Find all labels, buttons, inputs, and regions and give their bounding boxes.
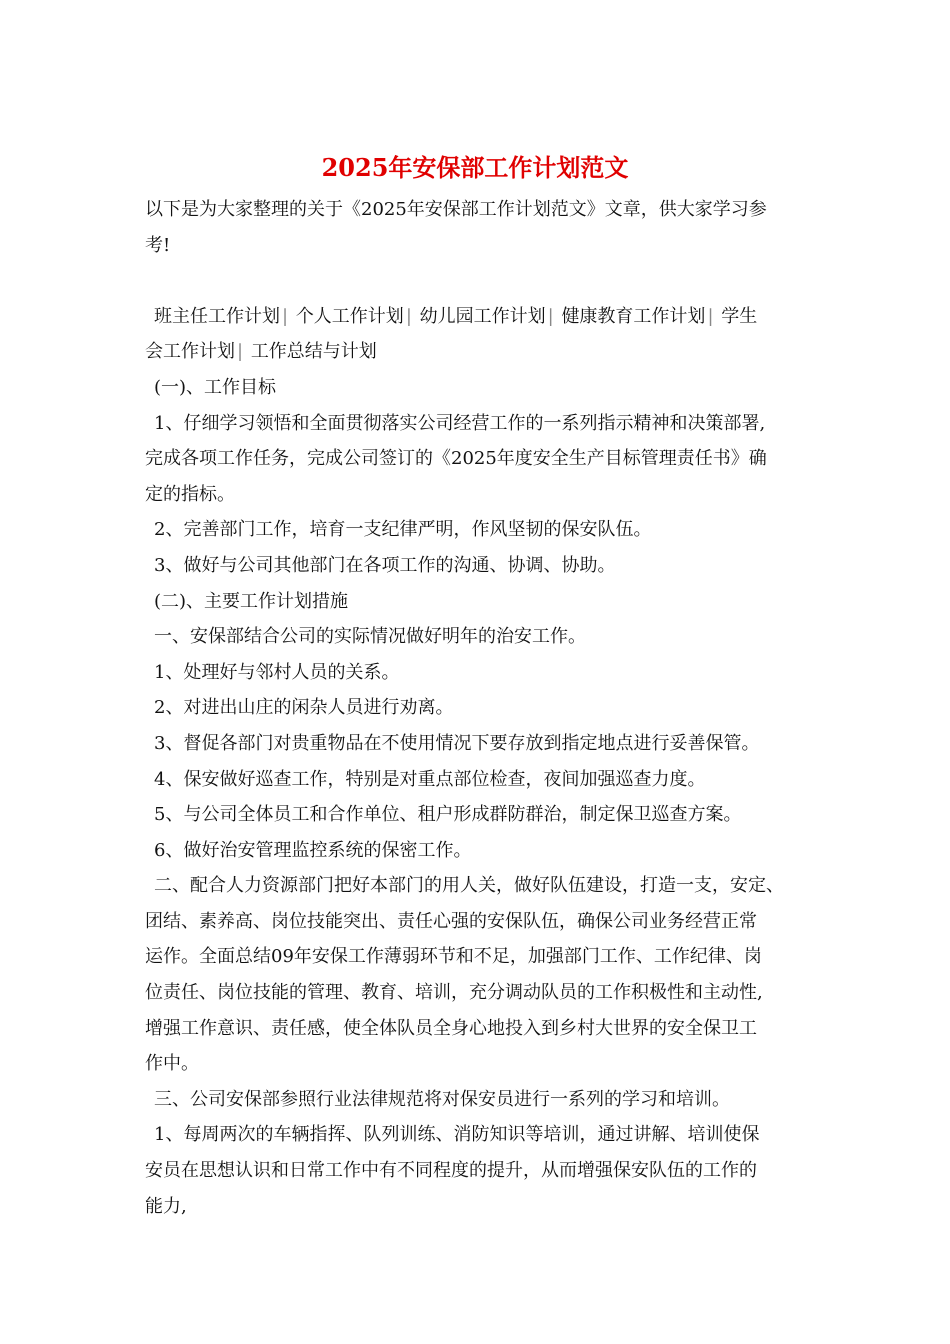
- link-class-teacher-plan[interactable]: 班主任工作计划: [154, 305, 280, 327]
- paragraph-line: 1、每周两次的车辆指挥、队列训练、消防知识等培训，通过讲解、培训使保: [154, 1124, 760, 1146]
- paragraph-line: 运作。全面总结09年安保工作薄弱环节和不足，加强部门工作、工作纪律、岗: [145, 946, 762, 968]
- link-student-union-plan-cont[interactable]: 会工作计划: [145, 341, 235, 363]
- section-heading: (一)、工作目标: [154, 376, 277, 398]
- link-personal-plan[interactable]: 个人工作计划: [295, 305, 404, 327]
- paragraph-line: 6、做好治安管理监控系统的保密工作。: [154, 839, 472, 861]
- link-separator: |: [282, 305, 289, 327]
- related-links-row: [145, 299, 825, 335]
- paragraph-line: 完成各项工作任务，完成公司签订的《2025年度安全生产目标管理责任书》确: [145, 448, 767, 470]
- paragraph-line: 位责任、岗位技能的管理、教育、培训，充分调动队员的工作积极性和主动性,: [145, 982, 763, 1004]
- paragraph-line: 二、配合人力资源部门把好本部门的用人关，做好队伍建设，打造一支，安定、: [154, 875, 784, 897]
- paragraph-line: 2、对进出山庄的闲杂人员进行劝离。: [154, 697, 454, 719]
- link-work-summary-plan[interactable]: 工作总结与计划: [250, 341, 377, 363]
- link-separator: |: [405, 305, 412, 327]
- document-title: 2025年安保部工作计划范文: [321, 153, 629, 182]
- paragraph-line: 1、仔细学习领悟和全面贯彻落实公司经营工作的一系列指示精神和决策部署,: [154, 412, 766, 434]
- link-health-education-plan[interactable]: 健康教育工作计划: [561, 305, 706, 327]
- paragraph-line: 3、做好与公司其他部门在各项工作的沟通、协调、协助。: [154, 554, 616, 576]
- paragraph-line: 3、督促各部门对贵重物品在不使用情况下要存放到指定地点进行妥善保管。: [154, 732, 760, 754]
- paragraph-line: 作中。: [145, 1053, 199, 1075]
- intro-line: 考!: [145, 234, 171, 256]
- link-student-union-plan[interactable]: 学生: [721, 305, 758, 327]
- paragraph-line: 团结、素养高、岗位技能突出、责任心强的安保队伍，确保公司业务经营正常: [145, 910, 757, 932]
- intro-line: 以下是为大家整理的关于《2025年安保部工作计划范文》文章，供大家学习参: [145, 199, 767, 220]
- related-links-row: [145, 334, 825, 370]
- link-separator: |: [707, 305, 714, 327]
- paragraph-line: 5、与公司全体员工和合作单位、租户形成群防群治，制定保卫巡查方案。: [154, 804, 742, 826]
- paragraph-line: 能力,: [145, 1195, 187, 1217]
- paragraph-line: 三、公司安保部参照行业法律规范将对保安员进行一系列的学习和培训。: [154, 1088, 730, 1110]
- document-body: [145, 192, 825, 1224]
- paragraph-line: 定的指标。: [145, 483, 235, 505]
- paragraph-line: 安员在思想认识和日常工作中有不同程度的提升，从而增强保安队伍的工作的: [145, 1160, 757, 1182]
- paragraph-line: 增强工作意识、责任感，使全体队员全身心地投入到乡村大世界的安全保卫工: [145, 1017, 757, 1039]
- section-heading: (二)、主要工作计划措施: [154, 590, 349, 612]
- blank-line: [145, 263, 825, 299]
- paragraph-line: 一、安保部结合公司的实际情况做好明年的治安工作。: [154, 626, 586, 648]
- link-kindergarten-plan[interactable]: 幼儿园工作计划: [419, 305, 546, 327]
- paragraph-line: 2、完善部门工作，培育一支纪律严明，作风坚韧的保安队伍。: [154, 519, 652, 541]
- paragraph-line: 1、处理好与邻村人员的关系。: [154, 661, 400, 683]
- paragraph-line: 4、保安做好巡查工作，特别是对重点部位检查，夜间加强巡查力度。: [154, 768, 706, 790]
- link-separator: |: [237, 341, 244, 363]
- link-separator: |: [547, 305, 554, 327]
